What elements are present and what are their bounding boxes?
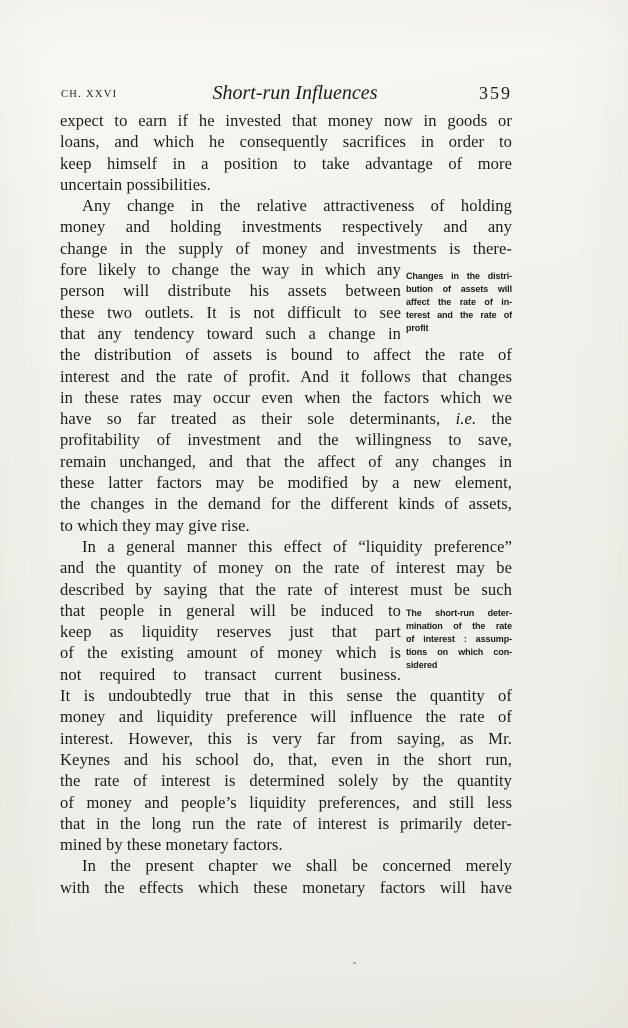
page-number: 359: [479, 83, 512, 103]
body-line: described by saying that the rate of interest must be such: [60, 579, 512, 599]
sidenote-line: profit: [406, 323, 429, 333]
body-line: In the present chapter we shall be concerned merely: [82, 856, 512, 876]
body-line: keep himself in a position to take advantage of more: [60, 153, 512, 173]
running-header: [60, 78, 512, 104]
body-line: profitability of investment and the willingness to save,: [60, 430, 512, 450]
body-line: uncertain possibilities.: [60, 174, 211, 194]
body-line: person will distribute his assets between: [60, 281, 401, 301]
body-line: these latter factors may be modified by a new element,: [60, 473, 512, 493]
body-line: remain unchanged, and that the affect of any changes in: [60, 451, 512, 471]
body-line: In a general manner this effect of “liquidity preference”: [82, 536, 512, 556]
body-line: not required to transact current business.: [60, 664, 401, 684]
body-line: to which they may give rise.: [60, 515, 250, 535]
body-line: money and holding investments respectively and any: [60, 217, 512, 237]
body-line: with the effects which these monetary factors will have: [60, 877, 512, 897]
body-line: the distribution of assets is bound to affect the rate of: [60, 345, 512, 365]
body-line: keep as liquidity reserves just that part: [60, 622, 401, 642]
body-line: fore likely to change the way in which any: [60, 260, 401, 280]
paper-speck: [353, 962, 356, 964]
body-line: of the existing amount of money which is: [60, 643, 401, 663]
body-line: money and liquidity preference will influence the rate of: [60, 707, 512, 727]
body-line: that any tendency toward such a change in: [60, 323, 401, 343]
sidenote-line: bution of assets will: [406, 284, 512, 294]
body-line: It is undoubtedly true that in this sense the quantity of: [60, 686, 512, 706]
body-text: [60, 110, 512, 898]
body-line: have so far treated as their sole determinants, i.e. the: [60, 409, 512, 429]
sidenote-line: affect the rate of in-: [406, 297, 512, 307]
body-line: mined by these monetary factors.: [60, 835, 283, 855]
body-line: that people in general will be induced to: [60, 600, 401, 620]
body-line: of money and people’s liquidity preferences, and still less: [60, 792, 512, 812]
sidenote-line: sidered: [406, 660, 438, 670]
body-line: expect to earn if he invested that money now in goods or: [60, 111, 512, 130]
body-line: these two outlets. It is not difficult to see: [60, 302, 401, 322]
chapter-label: CH. XXVI: [61, 88, 118, 100]
body-line: the changes in the demand for the different kinds of assets,: [60, 494, 512, 514]
sidenote-line: mination of the rate: [406, 621, 512, 631]
body-line: interest. However, this is very far from saying, as Mr.: [60, 728, 512, 748]
body-line: in these rates may occur even when the factors which we: [60, 387, 512, 407]
sidenote-short-run-determination: [406, 607, 512, 672]
sidenote-line: The short-run deter-: [406, 608, 512, 618]
body-line: the rate of interest is determined solely by the quantity: [60, 771, 512, 791]
body-line: loans, and which he consequently sacrifices in order to: [60, 132, 512, 152]
sidenote-line: of interest : assump-: [406, 634, 512, 644]
body-line: and the quantity of money on the rate of interest may be: [60, 558, 512, 578]
body-line: that in the long run the rate of interest is primarily deter-: [60, 813, 512, 833]
body-line: interest and the rate of profit. And it follows that changes: [60, 366, 512, 386]
body-line: Any change in the relative attractiveness of holding: [82, 196, 512, 216]
sidenote-line: tions on which con-: [406, 647, 512, 657]
body-line: change in the supply of money and investments is there-: [60, 238, 512, 258]
sidenote-line: terest and the rate of: [406, 310, 512, 320]
sidenote-line: Changes in the distri-: [406, 271, 512, 281]
body-line: Keynes and his school do, that, even in the short run,: [60, 749, 512, 769]
sidenote-distribution-of-assets: [406, 270, 512, 335]
running-title: Short-run Influences: [212, 82, 378, 104]
